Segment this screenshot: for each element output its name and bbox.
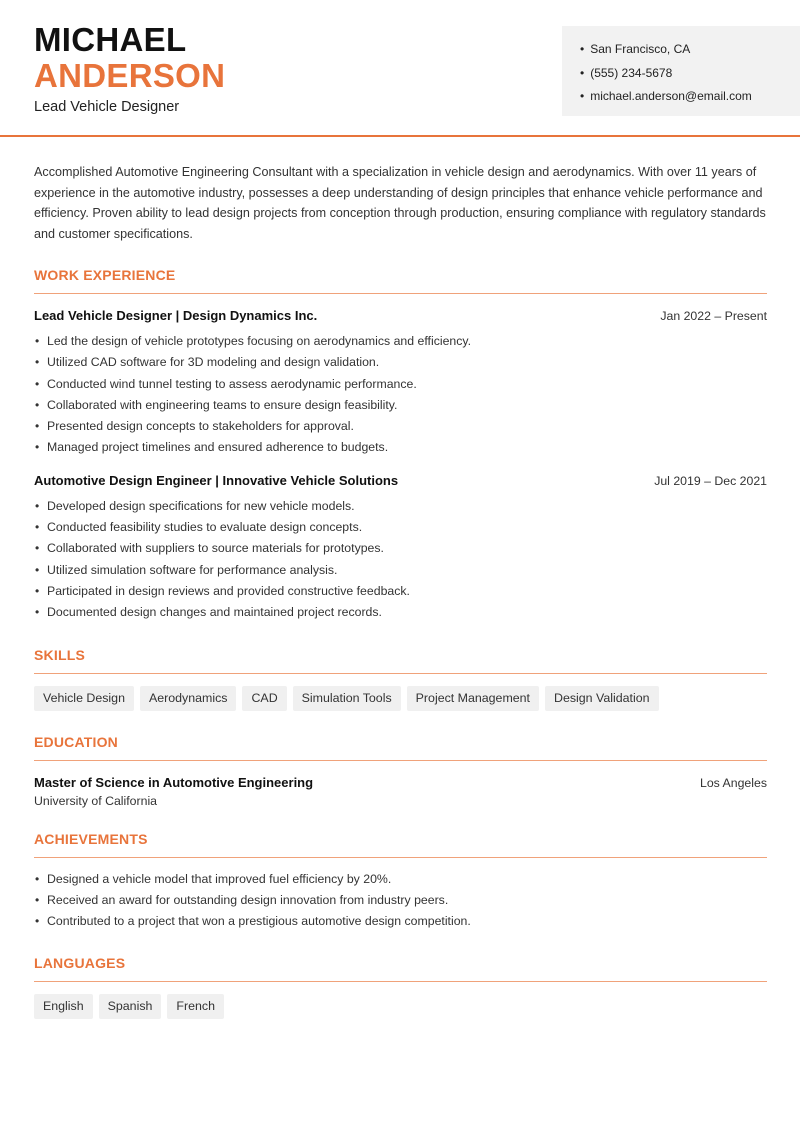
job-bullets (34, 496, 767, 624)
list-item: • Designed a vehicle model that improved fuel efficiency by 20%. (34, 869, 767, 890)
job-heading: Lead Vehicle Designer | Design Dynamics Inc. (34, 308, 318, 323)
list-item: • Participated in design reviews and provided constructive feedback. (34, 581, 767, 602)
skill-tag: Design Validation (545, 686, 659, 711)
list-item: • Led the design of vehicle prototypes focusing on aerodynamics and efficiency. (34, 331, 767, 352)
header-divider (0, 135, 800, 137)
language-tags (34, 994, 767, 1019)
contact-email: • michael.anderson@email.com (580, 85, 800, 109)
job-header (34, 473, 767, 488)
skills-section (34, 647, 767, 711)
contact-location: • San Francisco, CA (580, 38, 800, 62)
section-divider (34, 293, 767, 294)
job-bullets (34, 331, 767, 459)
degree: Master of Science in Automotive Engineering (34, 774, 314, 790)
list-item: • Contributed to a project that won a prestigious automotive design competition. (34, 911, 767, 932)
candidate-name (34, 22, 225, 94)
school-name: University of California (34, 793, 158, 808)
skill-tag: Project Management (407, 686, 539, 711)
list-item: • Received an award for outstanding design innovation from industry peers. (34, 890, 767, 911)
job-header (34, 308, 767, 323)
education-header (34, 775, 767, 790)
job-dates: Jul 2019 – Dec 2021 (654, 473, 767, 488)
work-experience-section (34, 267, 767, 624)
list-item: • Conducted wind tunnel testing to assess aerodynamic performance. (34, 374, 767, 395)
resume-body (34, 162, 767, 1019)
language-tag: French (167, 994, 224, 1019)
skill-tags (34, 686, 767, 711)
list-item: • Collaborated with suppliers to source materials for prototypes. (34, 538, 767, 559)
section-divider (34, 857, 767, 858)
list-item: • Developed design specifications for new vehicle models. (34, 496, 767, 517)
resume-header (0, 0, 800, 136)
section-title-education: EDUCATION (34, 733, 118, 750)
skill-tag: CAD (242, 686, 286, 711)
contact-box (562, 26, 800, 116)
list-item: • Conducted feasibility studies to evaluate design concepts. (34, 517, 767, 538)
list-item: • Managed project timelines and ensured adherence to budgets. (34, 437, 767, 458)
list-item: • Documented design changes and maintained project records. (34, 602, 767, 623)
list-item: • Presented design concepts to stakeholders for approval. (34, 416, 767, 437)
skill-tag: Simulation Tools (293, 686, 401, 711)
language-tag: Spanish (99, 994, 162, 1019)
achievement-list (34, 869, 767, 933)
contact-list (562, 26, 800, 109)
section-title-skills: SKILLS (34, 646, 85, 663)
skill-tag: Aerodynamics (140, 686, 237, 711)
section-divider (34, 760, 767, 761)
job-title: Lead Vehicle Designer (34, 99, 180, 115)
job-heading: Automotive Design Engineer | Innovative Vehicle Solutions (34, 472, 399, 488)
first-name: MICHAEL (34, 21, 187, 58)
job-dates: Jan 2022 – Present (660, 309, 767, 323)
section-title-languages: LANGUAGES (34, 955, 126, 972)
last-name: ANDERSON (34, 57, 226, 94)
section-title-achievements: ACHIEVEMENTS (34, 830, 148, 847)
languages-section (34, 955, 767, 1019)
section-divider (34, 673, 767, 674)
section-title-work: WORK EXPERIENCE (34, 267, 176, 283)
achievements-section (34, 831, 767, 933)
list-item: • Utilized simulation software for performance analysis. (34, 560, 767, 581)
education-section (34, 734, 767, 808)
list-item: • Utilized CAD software for 3D modeling and design validation. (34, 352, 767, 373)
language-tag: English (34, 994, 93, 1019)
education-location: Los Angeles (699, 775, 767, 790)
list-item: • Collaborated with engineering teams to ensure design feasibility. (34, 395, 767, 416)
skill-tag: Vehicle Design (34, 686, 134, 711)
summary-text: Accomplished Automotive Engineering Consultant with a specialization in vehicle design and aerodynamics. With over 11 years of experience in the automotive industry, possesses a deep understanding of design principles that enhance vehicle performance and efficiency. Proven ability to lead design projects from conception through production, ensuring compliance with regulatory standards and customer specifications. (34, 165, 766, 241)
section-divider (34, 981, 767, 982)
contact-phone: • (555) 234-5678 (580, 62, 800, 86)
